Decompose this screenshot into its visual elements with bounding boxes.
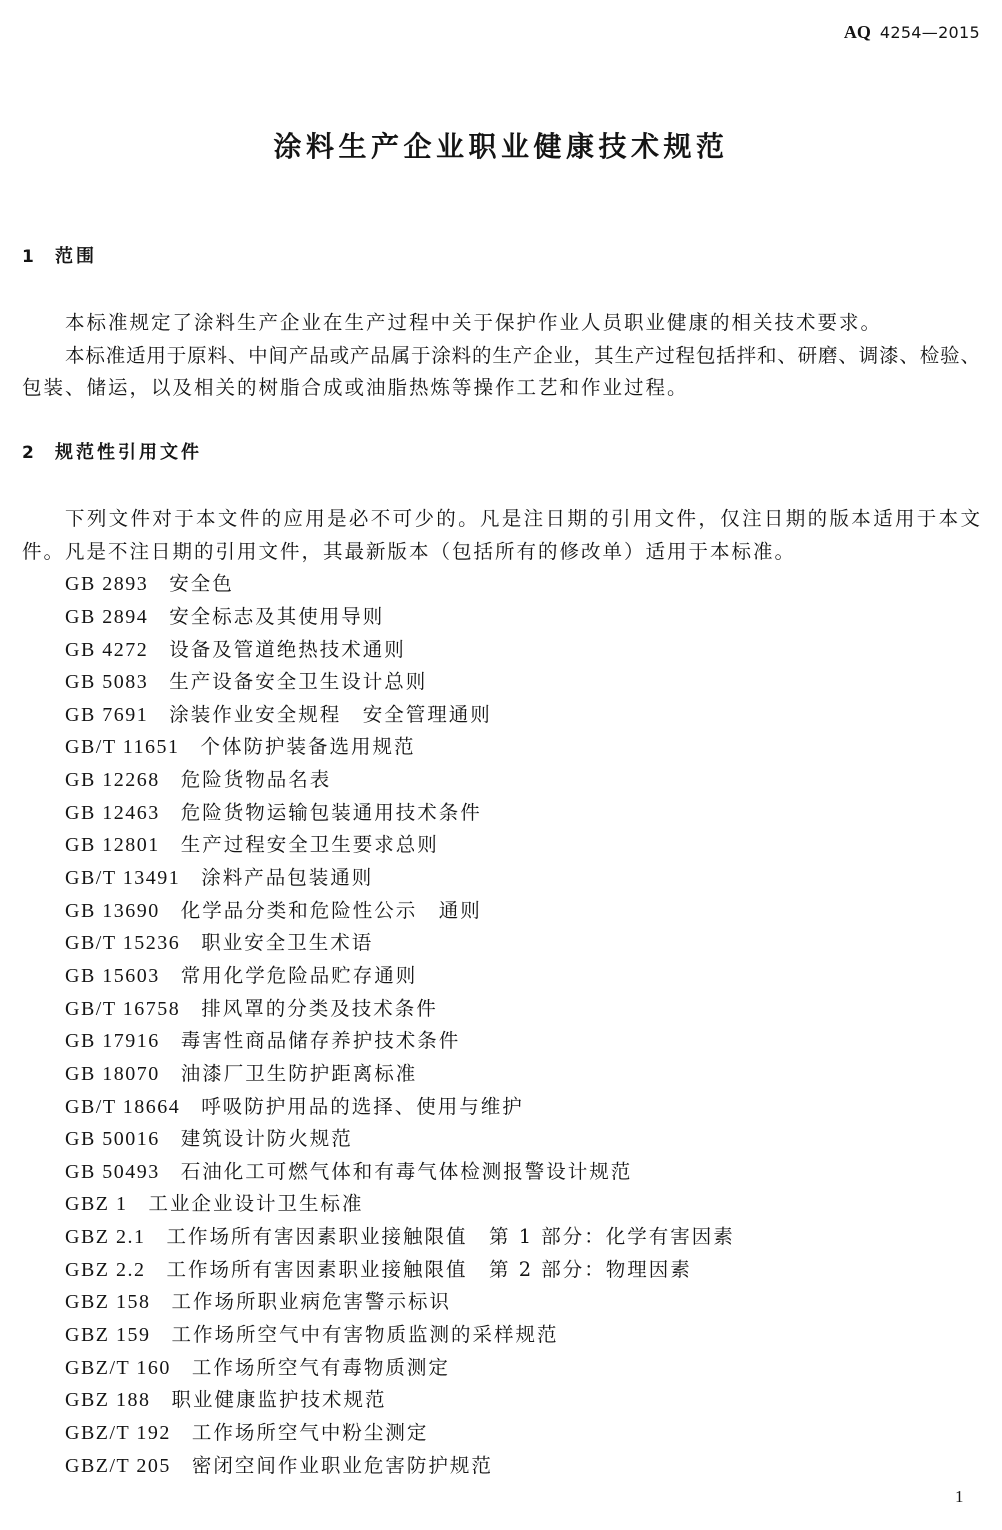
- reference-code: GB 12801: [65, 834, 160, 857]
- reference-title: 石油化工可燃气体和有毒气体检测报警设计规范: [180, 1159, 633, 1183]
- reference-item: [22, 1123, 980, 1156]
- reference-item: [22, 1025, 980, 1058]
- reference-item: [22, 699, 980, 732]
- reference-item: [22, 1091, 980, 1124]
- reference-code: GBZ 2.2: [65, 1258, 146, 1281]
- reference-code: GB 4272: [65, 638, 149, 661]
- standard-code: [844, 18, 980, 47]
- paragraph: [22, 340, 980, 405]
- reference-title: 工作场所空气中粉尘测定: [191, 1420, 429, 1444]
- reference-title: 职业健康监护技术规范: [171, 1388, 387, 1412]
- reference-code: GB 12463: [65, 801, 160, 824]
- reference-item: [22, 960, 980, 993]
- reference-item: [22, 993, 980, 1026]
- reference-code: GB 12268: [65, 769, 160, 792]
- reference-title: 工作场所职业病危害警示标识: [171, 1290, 452, 1314]
- reference-code: GB 5083: [65, 671, 149, 694]
- reference-title: 工作场所有害因素职业接触限值 第 2 部分：物理因素: [166, 1257, 692, 1281]
- reference-item: [22, 895, 980, 928]
- reference-title: 建筑设计防火规范: [180, 1127, 353, 1151]
- paragraph-line: 件。凡是不注日期的引用文件，其最新版本（包括所有的修改单）适用于本标准。: [22, 539, 797, 563]
- reference-item: [22, 1319, 980, 1352]
- reference-code: GB 17916: [65, 1030, 160, 1053]
- reference-title: 危险货物品名表: [180, 768, 332, 792]
- reference-title: 工作场所有害因素职业接触限值 第 1 部分：化学有害因素: [166, 1225, 735, 1249]
- paragraph-line: 本标准适用于原料、中间产品或产品属于涂料的生产企业，其生产过程包括拌和、研磨、调漆、检验、: [65, 343, 980, 367]
- reference-item: [22, 764, 980, 797]
- reference-title: 油漆厂卫生防护距离标准: [180, 1061, 418, 1085]
- reference-code: GB/T 13491: [65, 867, 181, 890]
- section-body-normative-references: [22, 503, 980, 1482]
- reference-item: [22, 634, 980, 667]
- standard-number: 4254—2015: [879, 23, 980, 42]
- section-number: 1: [22, 247, 34, 267]
- reference-code: GB/T 11651: [65, 736, 180, 759]
- reference-code: GB/T 16758: [65, 997, 181, 1020]
- reference-item: [22, 1221, 980, 1254]
- standard-prefix: AQ: [843, 22, 871, 42]
- reference-code: GBZ 2.1: [65, 1226, 146, 1249]
- reference-item: [22, 1286, 980, 1319]
- reference-title: 危险货物运输包装通用技术条件: [180, 800, 482, 824]
- reference-title: 常用化学危险品贮存通则: [180, 963, 418, 987]
- reference-item: [22, 1384, 980, 1417]
- reference-title: 涂装作业安全规程 安全管理通则: [169, 702, 492, 726]
- reference-item: [22, 568, 980, 601]
- reference-item: [22, 797, 980, 830]
- reference-item: [22, 862, 980, 895]
- section-number: 2: [22, 443, 34, 463]
- section-heading-scope: [22, 242, 97, 272]
- reference-title: 安全标志及其使用导则: [169, 604, 385, 628]
- reference-item: [22, 731, 980, 764]
- reference-item: [22, 1058, 980, 1091]
- paragraph-line: 下列文件对于本文件的应用是必不可少的。凡是注日期的引用文件，仅注日期的版本适用于本文: [65, 507, 980, 530]
- reference-item: [22, 601, 980, 634]
- reference-code: GBZ 1: [65, 1193, 128, 1216]
- reference-code: GB 50016: [65, 1128, 160, 1151]
- reference-title: 生产过程安全卫生要求总则: [180, 833, 439, 857]
- reference-code: GB 50493: [65, 1160, 160, 1183]
- reference-title: 密闭空间作业职业危害防护规范: [191, 1453, 493, 1477]
- reference-code: GBZ 158: [65, 1291, 151, 1314]
- section-heading-normative-references: [22, 438, 202, 468]
- reference-code: GBZ 159: [65, 1324, 151, 1347]
- reference-title: 工作场所空气中有害物质监测的采样规范: [171, 1323, 559, 1347]
- reference-title: 个体防护装备选用规范: [200, 735, 416, 759]
- reference-code: GB 2894: [65, 605, 149, 628]
- reference-code: GB/T 18664: [65, 1095, 181, 1118]
- reference-title: 生产设备安全卫生设计总则: [169, 670, 428, 694]
- reference-item: [22, 1156, 980, 1189]
- reference-code: GBZ/T 160: [65, 1356, 171, 1379]
- reference-item: [22, 1450, 980, 1483]
- page-number: 1: [955, 1487, 964, 1506]
- reference-title: 呼吸防护用品的选择、使用与维护: [201, 1094, 524, 1118]
- section-heading-text: 规范性引用文件: [55, 442, 202, 463]
- reference-title: 化学品分类和危险性公示 通则: [180, 898, 482, 922]
- reference-code: GB 13690: [65, 899, 160, 922]
- reference-code: GB 15603: [65, 964, 160, 987]
- paragraph-line: 包装、储运，以及相关的树脂合成或油脂热炼等操作工艺和作业过程。: [22, 376, 689, 400]
- section-heading-text: 范围: [55, 246, 97, 267]
- reference-title: 工业企业设计卫生标准: [148, 1192, 364, 1216]
- reference-code: GB 2893: [65, 573, 149, 596]
- reference-title: 涂料产品包装通则: [201, 866, 374, 890]
- reference-list: [22, 568, 980, 1482]
- reference-title: 职业安全卫生术语: [201, 931, 374, 955]
- reference-code: GB/T 15236: [65, 932, 181, 955]
- document-title: 涂料生产企业职业健康技术规范: [273, 130, 729, 163]
- reference-item: [22, 1352, 980, 1385]
- reference-code: GB 18070: [65, 1062, 160, 1085]
- reference-code: GB 7691: [65, 703, 149, 726]
- paragraph-line: 本标准规定了涂料生产企业在生产过程中关于保护作业人员职业健康的相关技术要求。: [65, 311, 883, 334]
- reference-item: [22, 1188, 980, 1221]
- section-body-scope: [22, 307, 980, 405]
- reference-code: GBZ/T 192: [65, 1421, 171, 1444]
- reference-title: 工作场所空气有毒物质测定: [191, 1355, 450, 1379]
- paragraph: [22, 503, 980, 568]
- reference-item: [22, 1254, 980, 1287]
- reference-item: [22, 666, 980, 699]
- reference-item: [22, 927, 980, 960]
- reference-title: 设备及管道绝热技术通则: [169, 637, 406, 661]
- reference-title: 排风罩的分类及技术条件: [201, 996, 438, 1020]
- reference-item: [22, 829, 980, 862]
- reference-title: 安全色: [169, 572, 234, 596]
- paragraph: [22, 307, 980, 340]
- reference-code: GBZ 188: [65, 1389, 151, 1412]
- reference-code: GBZ/T 205: [65, 1454, 171, 1477]
- reference-item: [22, 1417, 980, 1450]
- reference-title: 毒害性商品储存养护技术条件: [180, 1029, 461, 1053]
